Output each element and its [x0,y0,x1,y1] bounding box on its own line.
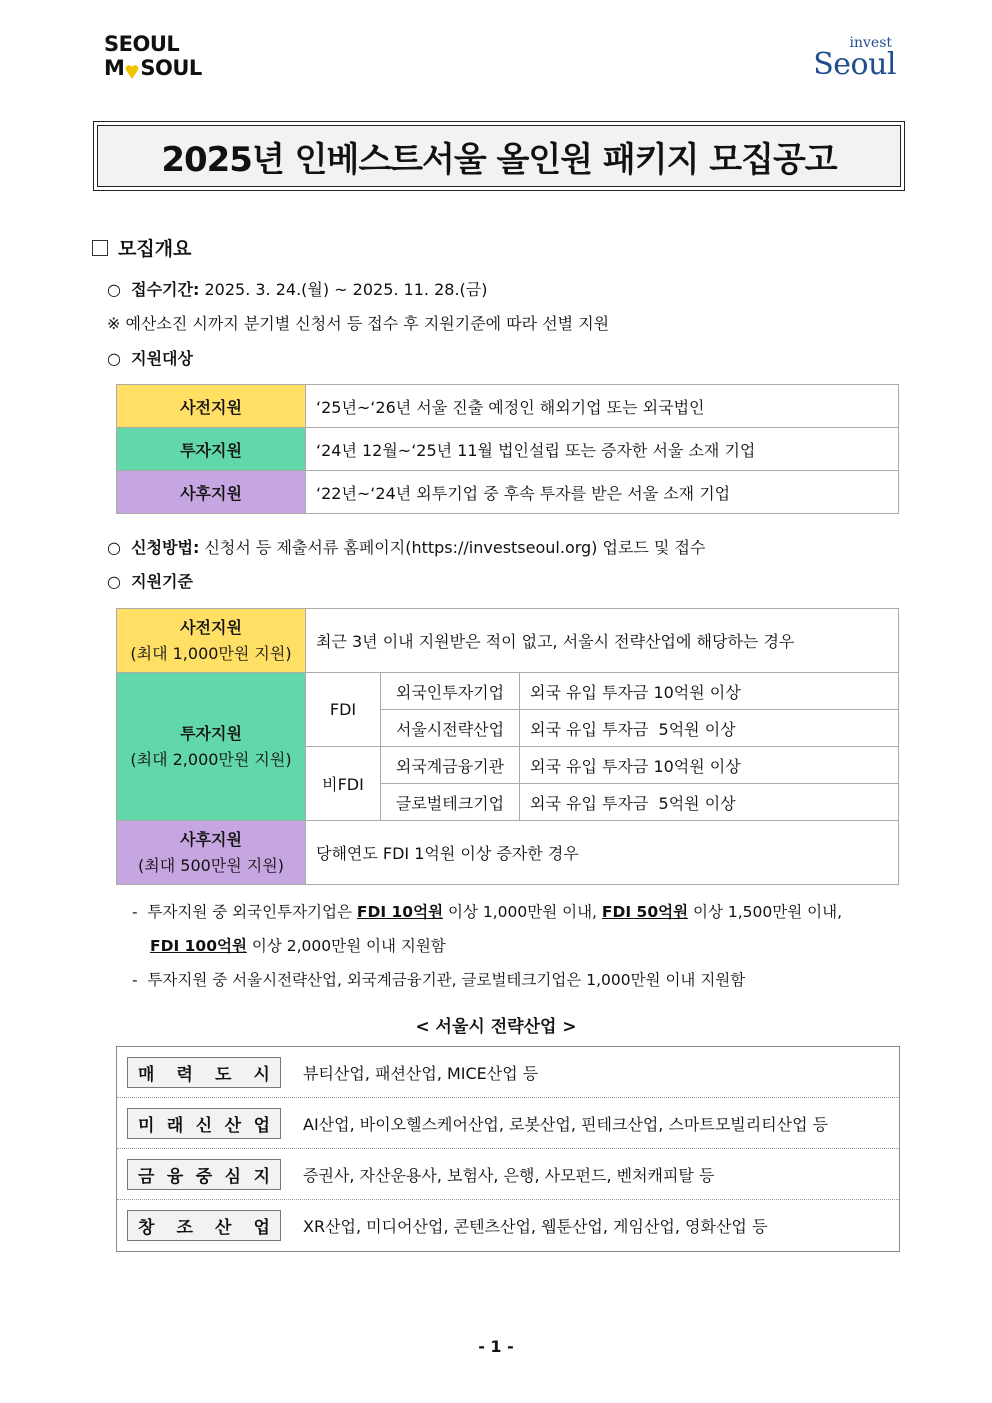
label-char: 창 [138,1218,155,1238]
circle-bullet-icon: ○ [107,572,121,591]
note-1-cont [150,934,446,956]
page-number: - 1 - [478,1337,514,1356]
strategy-row [117,1047,899,1098]
invest-cond: 외국 유입 투자금 10억원 이상 [520,747,899,784]
invest-type: 글로벌테크기업 [381,784,520,821]
criteria-invest-sub: (최대 2,000만원 지원) [130,749,292,769]
heart-icon [125,61,139,75]
note-1-text-b: 이상 1,000만원 이내, [447,903,597,921]
invest-type: 서울시전략산업 [381,710,520,747]
logo-line-1: SEOUL [104,32,180,56]
target-label-pre: 사전지원 [117,385,306,428]
targets-heading-line [107,346,193,369]
note-1-emph-1: FDI 10억원 [356,903,444,921]
criteria-pre-label: 사전지원 [180,617,242,637]
criteria-invest-cell [117,673,306,821]
target-desc-pre: ‘25년~‘26년 서울 진출 예정인 해외기업 또는 외국법인 [306,385,899,428]
strategy-desc: 증권사, 자산운용사, 보험사, 은행, 사모펀드, 벤처캐피탈 등 [303,1165,715,1185]
period-label: 접수기간: [131,280,200,299]
note-1-text-d: 이상 2,000만원 이내 지원함 [251,937,446,955]
apply-value: 신청서 등 제출서류 홈페이지(https://investseoul.org) 업로드 및 접수 [204,538,706,557]
label-char: 산 [215,1218,232,1238]
nonfdi-label: 비FDI [306,747,381,821]
invest-cond: 외국 유입 투자금 5억원 이상 [520,710,899,747]
target-desc-invest: ‘24년 12월~‘25년 11월 법인설립 또는 증자한 서울 소재 기업 [306,428,899,471]
apply-label: 신청방법: [131,538,200,557]
period-line [107,277,487,300]
criteria-pre-cell [117,609,306,673]
label-char: 신 [195,1115,213,1136]
target-desc-post: ‘22년~‘24년 외투기업 중 후속 투자를 받은 서울 소재 기업 [306,471,899,514]
period-value: 2025. 3. 24.(월) ~ 2025. 11. 28.(금) [204,280,488,299]
criteria-post-sub: (최대 500만원 지원) [138,855,284,875]
targets-heading: 지원대상 [131,349,193,368]
strategy-row [117,1098,899,1149]
page-title: 2025년 인베스트서울 올인원 패키지 모집공고 [97,125,901,187]
criteria-pre-desc: 최근 3년 이내 지원받은 적이 없고, 서울시 전략산업에 해당하는 경우 [306,609,899,673]
label-char: 매 [138,1064,155,1085]
label-char: 중 [195,1166,213,1187]
label-char: 래 [166,1115,184,1136]
logo-line-2 [104,56,202,80]
invest-cond: 외국 유입 투자금 5억원 이상 [520,784,899,821]
criteria-pre-sub: (최대 1,000만원 지원) [130,643,292,663]
title-box [93,121,905,191]
label-char: 시 [253,1064,270,1085]
strategy-box [116,1046,900,1252]
label-char: 조 [176,1218,193,1238]
strategy-desc: XR산업, 미디어산업, 콘텐츠산업, 웹툰산업, 게임산업, 영화산업 등 [303,1217,768,1236]
label-char: 업 [253,1218,270,1238]
circle-bullet-icon: ○ [107,280,121,299]
note-1-emph-3: FDI 100억원 [150,937,247,955]
circle-bullet-icon: ○ [107,349,121,368]
dash: - [132,903,148,921]
label-char: 금 [138,1166,155,1187]
target-label-post: 사후지원 [117,471,306,514]
invest-type: 외국계금융기관 [381,747,520,784]
strategy-label-creative-industry [127,1210,281,1241]
label-char: 지 [253,1166,270,1187]
note-1-emph-2: FDI 50억원 [601,903,689,921]
criteria-post-cell [117,821,306,885]
circle-bullet-icon: ○ [107,538,121,557]
targets-table [116,384,899,514]
label-char: 심 [224,1166,242,1187]
logo-seoul: Seoul [813,47,896,82]
strategy-desc: AI산업, 바이오헬스케어산업, 로봇산업, 핀테크산업, 스마트모빌리티산업 등 [303,1114,829,1134]
checkbox-icon [92,240,108,256]
note-1-text-a: 투자지원 중 외국인투자기업은 [147,903,352,921]
label-char: 업 [253,1115,270,1136]
note-2-text: 투자지원 중 서울시전략산업, 외국계금융기관, 글로벌테크기업은 1,000만원 이내 지원함 [147,971,746,989]
label-char: 력 [176,1064,193,1085]
logo-m: M [104,56,125,80]
invest-type: 외국인투자기업 [381,673,520,710]
strategy-label-future-industry [127,1108,281,1139]
note-line: ※ 예산소진 시까지 분기별 신청서 등 접수 후 지원기준에 따라 선별 지원 [107,314,610,333]
criteria-table [116,608,899,885]
section-heading [92,234,191,261]
strategy-row [117,1200,899,1251]
section-heading-text: 모집개요 [118,238,192,260]
criteria-heading-line [107,569,193,592]
strategy-row [117,1149,899,1200]
logo-soul: SOUL [140,56,202,80]
criteria-post-label: 사후지원 [180,829,242,849]
strategy-title: < 서울시 전략산업 > [415,1017,577,1037]
criteria-invest-label: 투자지원 [180,723,242,743]
strategy-label-finance-hub [127,1159,281,1190]
criteria-post-desc: 당해연도 FDI 1억원 이상 증자한 경우 [306,821,899,885]
table-row [117,821,899,885]
strategy-label-attractive-city [127,1057,281,1088]
label-char: 미 [138,1115,155,1136]
table-row [117,609,899,673]
table-row [117,673,899,710]
note-2 [132,968,745,990]
criteria-heading: 지원기준 [131,572,193,591]
seoul-my-soul-logo [104,32,202,84]
invest-seoul-logo [813,36,896,80]
strategy-desc: 뷰티산업, 패션산업, MICE산업 등 [303,1063,539,1083]
table-row [117,471,899,514]
logo-invest: invest [849,35,892,51]
label-char: 산 [224,1115,242,1136]
invest-cond: 외국 유입 투자금 10억원 이상 [520,673,899,710]
note-1 [132,900,842,922]
label-char: 도 [215,1064,232,1085]
table-row [117,385,899,428]
note-1-text-c: 이상 1,500만원 이내, [693,903,842,921]
fdi-label: FDI [306,673,381,747]
dash: - [132,971,148,989]
apply-line [107,535,705,558]
table-row [117,428,899,471]
label-char: 융 [166,1166,184,1187]
target-label-invest: 투자지원 [117,428,306,471]
